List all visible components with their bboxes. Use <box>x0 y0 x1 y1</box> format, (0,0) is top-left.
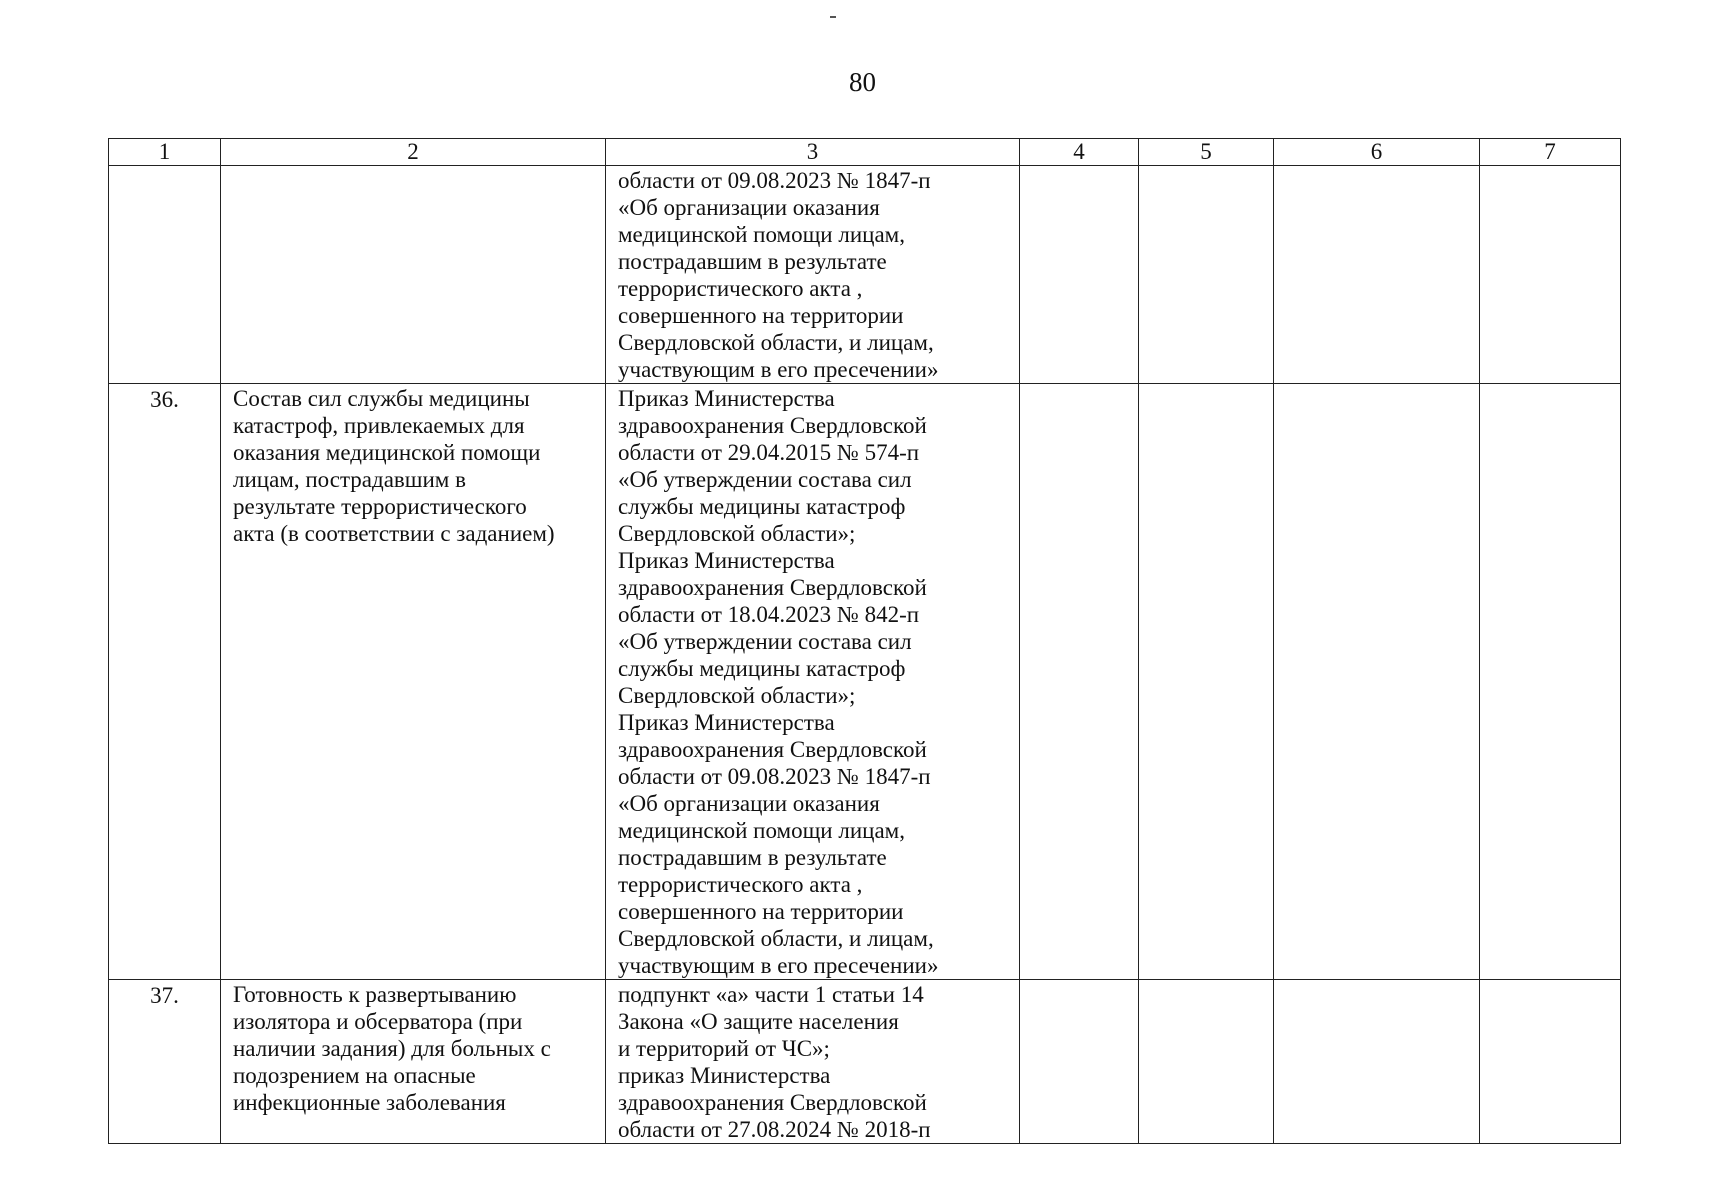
column-6-cell <box>1274 384 1480 980</box>
indicator-cell: Готовность к развертыванию изолятора и обсерватора (при наличии задания) для больных с подозрением на опасные инфекционные заболевания <box>221 980 606 1144</box>
table-row <box>109 384 1621 980</box>
column-6-cell <box>1274 166 1480 384</box>
table-row <box>109 166 1621 384</box>
row-number: 36. <box>109 384 221 980</box>
column-7-cell <box>1480 384 1621 980</box>
column-header-4: 4 <box>1020 139 1139 166</box>
page-number: 80 <box>849 67 876 97</box>
column-header-3: 3 <box>606 139 1020 166</box>
scan-mark <box>830 16 836 18</box>
column-header-2: 2 <box>221 139 606 166</box>
header-row <box>109 139 1621 166</box>
column-header-1: 1 <box>109 139 221 166</box>
column-4-cell <box>1020 384 1139 980</box>
legal-basis-cell: подпункт «а» части 1 статьи 14 Закона «О защите населения и территорий от ЧС»; приказ Министерства здравоохранения Свердловской области от 27.08.2024 № 2018-п <box>606 980 1020 1144</box>
row-number: 37. <box>109 980 221 1144</box>
row-number <box>109 166 221 384</box>
indicator-cell <box>221 166 606 384</box>
column-5-cell <box>1139 384 1274 980</box>
column-header-6: 6 <box>1274 139 1480 166</box>
requirements-table <box>108 138 1621 1144</box>
column-7-cell <box>1480 980 1621 1144</box>
column-header-5: 5 <box>1139 139 1274 166</box>
column-header-7: 7 <box>1480 139 1621 166</box>
legal-basis-cell: области от 09.08.2023 № 1847-п «Об организации оказания медицинской помощи лицам, пострадавшим в результате террористического акта , совершенного на территории Свердловской области, и лицам, участвующим в его пресечении» <box>606 166 1020 384</box>
column-7-cell <box>1480 166 1621 384</box>
column-4-cell <box>1020 980 1139 1144</box>
indicator-cell: Состав сил службы медицины катастроф, привлекаемых для оказания медицинской помощи лицам, пострадавшим в результате террористического акта (в соответствии с заданием) <box>221 384 606 980</box>
table-row <box>109 980 1621 1144</box>
column-5-cell <box>1139 166 1274 384</box>
column-5-cell <box>1139 980 1274 1144</box>
column-4-cell <box>1020 166 1139 384</box>
column-6-cell <box>1274 980 1480 1144</box>
legal-basis-cell: Приказ Министерства здравоохранения Свердловской области от 29.04.2015 № 574-п «Об утверждении состава сил службы медицины катастроф Свердловской области»; Приказ Министерства здравоохранения Свердловской области от 18.04.2023 № 842-п «Об утверждении состава сил службы медицины катастроф Свердловской области»; Приказ Министерства здравоохранения Свердловской области от 09.08.2023 № 1847-п «Об организации оказания медицинской помощи лицам, пострадавшим в результате террористического акта , совершенного на территории Свердловской области, и лицам, участвующим в его пресечении» <box>606 384 1020 980</box>
